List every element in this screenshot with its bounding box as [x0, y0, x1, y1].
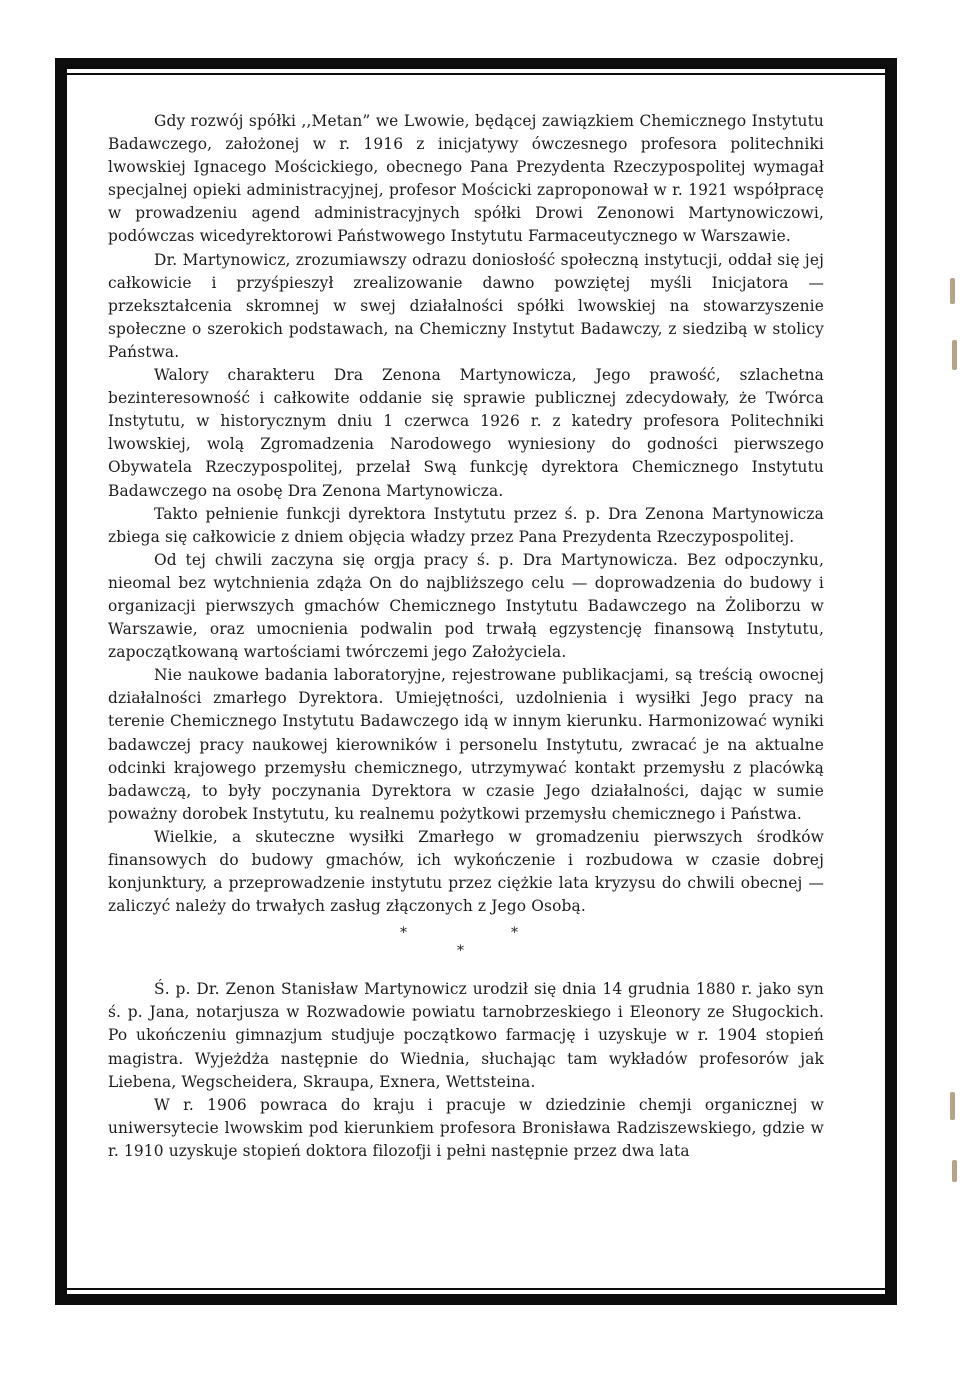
separator-star: * [457, 943, 465, 960]
paragraph: Gdy rozwój spółki ,,Metan” we Lwowie, będącej zawiązkiem Chemicznego Instytutu Badawczego, założonej w r. 1916 z inicjatywy ówczesnego profesora politechniki lwowskiej Ignacego Mościckiego, obecnego Pana Prezydenta Rzeczypospolitej wymagał specjalnej opieki administracyjnej, profesor Mościcki zaproponował w r. 1921 współpracę w prowadzeniu agend administracyjnych spółki Drowi Zenonowi Martynowiczowi, podówczas wicedyrektorowi Państwowego Instytutu Farmaceutycznego w Warszawie. [108, 112, 824, 246]
paragraph: Takto pełnienie funkcji dyrektora Instytutu przez ś. p. Dra Zenona Martynowicza zbiega się całkowicie z dniem objęcia władzy przez Pana Prezydenta Rzeczypospolitej. [108, 504, 824, 546]
page-edge-stain [950, 278, 955, 304]
paragraph: Walory charakteru Dra Zenona Martynowicza, Jego prawość, szlachetna bezinteresowność i całkowite oddanie się sprawie publicznej zdecydowały, że Twórca Instytutu, w historycznym dniu 1 czerwca 1926 r. z katedry profesora Politechniki lwowskiej, wolą Zgromadzenia Narodowego wyniesiony do godności pierwszego Obywatela Rzeczypospolitej, przelał Swą funkcję dyrektora Chemicznego Instytutu Badawczego na osobę Dra Zenona Martynowicza. [108, 366, 824, 500]
page-edge-stain [952, 1160, 957, 1182]
separator-star: * [511, 925, 519, 942]
section-separator [108, 922, 824, 964]
paragraph: Nie naukowe badania laboratoryjne, rejestrowane publikacjami, są treścią owocnej działalności zmarłego Dyrektora. Umiejętności, uzdolnienia i wysiłki Jego pracy na terenie Chemicznego Instytutu Badawczego idą w innym kierunku. Harmonizować wyniki badawczej pracy naukowej kierowników i personelu Instytutu, zwracać je na aktualne odcinki krajowego przemysłu chemicznego, utrzymywać kontakt przemysłu z placówką badawczą, to były poczynania Dyrektora w czasie Jego działalności, dając w sumie poważny dorobek Instytutu, ku realnemu pożytkowi przemysłu chemicznego i Państwa. [108, 666, 824, 823]
paragraph: Od tej chwili zaczyna się orgja pracy ś. p. Dra Martynowicza. Bez odpoczynku, nieomal bez wytchnienia zdąża On do najbliższego celu — doprowadzenia do budowy i organizacji pierwszych gmachów Chemicznego Instytutu Badawczego na Żoliborzu w Warszawie, oraz umocnienia podwalin pod trwałą egzystencję finansową Instytutu, zapoczątkowaną wartościami twórczemi jego Założyciela. [108, 550, 824, 662]
document-body [108, 110, 824, 1163]
paragraph: Ś. p. Dr. Zenon Stanisław Martynowicz urodził się dnia 14 grudnia 1880 r. jako syn ś. p. Jana, notarjusza w Rozwadowie powiatu tarnobrzeskiego i Eleonory ze Sługockich. Po ukończeniu gimnazjum studjuje początkowo farmację i uzyskuje w r. 1904 stopień magistra. Wyjeżdża następnie do Wiednia, słuchając tam wykładów profesorów jak Liebena, Wegscheidera, Skraupa, Exnera, Wettsteina. [108, 980, 824, 1091]
paragraph: W r. 1906 powraca do kraju i pracuje w dziedzinie chemji organicznej w uniwersytecie lwowskim pod kierunkiem profesora Bronisława Radziszewskiego, gdzie w r. 1910 uzyskuje stopień doktora filozofji i pełni następnie przez dwa lata [108, 1095, 824, 1160]
border-inner-line-top [67, 73, 885, 75]
page-edge-stain [950, 1092, 955, 1120]
paragraph: Dr. Martynowicz, zrozumiawszy odrazu doniosłość społeczną instytucji, oddał się jej całkowicie i przyśpieszył zrealizowanie dawno powziętej myśli Inicjatora — przekształcenia skromnej w swej działalności spółki lwowskiej na stowarzyszenie społeczne o szerokich podstawach, na Chemiczny Instytut Badawczy, z siedzibą w stolicy Państwa. [108, 250, 824, 361]
paragraph: Wielkie, a skuteczne wysiłki Zmarłego w gromadzeniu pierwszych środków finansowych do budowy gmachów, ich wykończenie i rozbudowa w czasie dobrej konjunktury, a przeprowadzenie instytutu przez ciężkie lata kryzysu do chwili obecnej — zaliczyć należy do trwałych zasług złączonych z Jego Osobą. [108, 827, 824, 916]
page-edge-stain [952, 340, 957, 370]
separator-star: * [400, 925, 408, 942]
border-inner-line-bottom [67, 1288, 885, 1290]
